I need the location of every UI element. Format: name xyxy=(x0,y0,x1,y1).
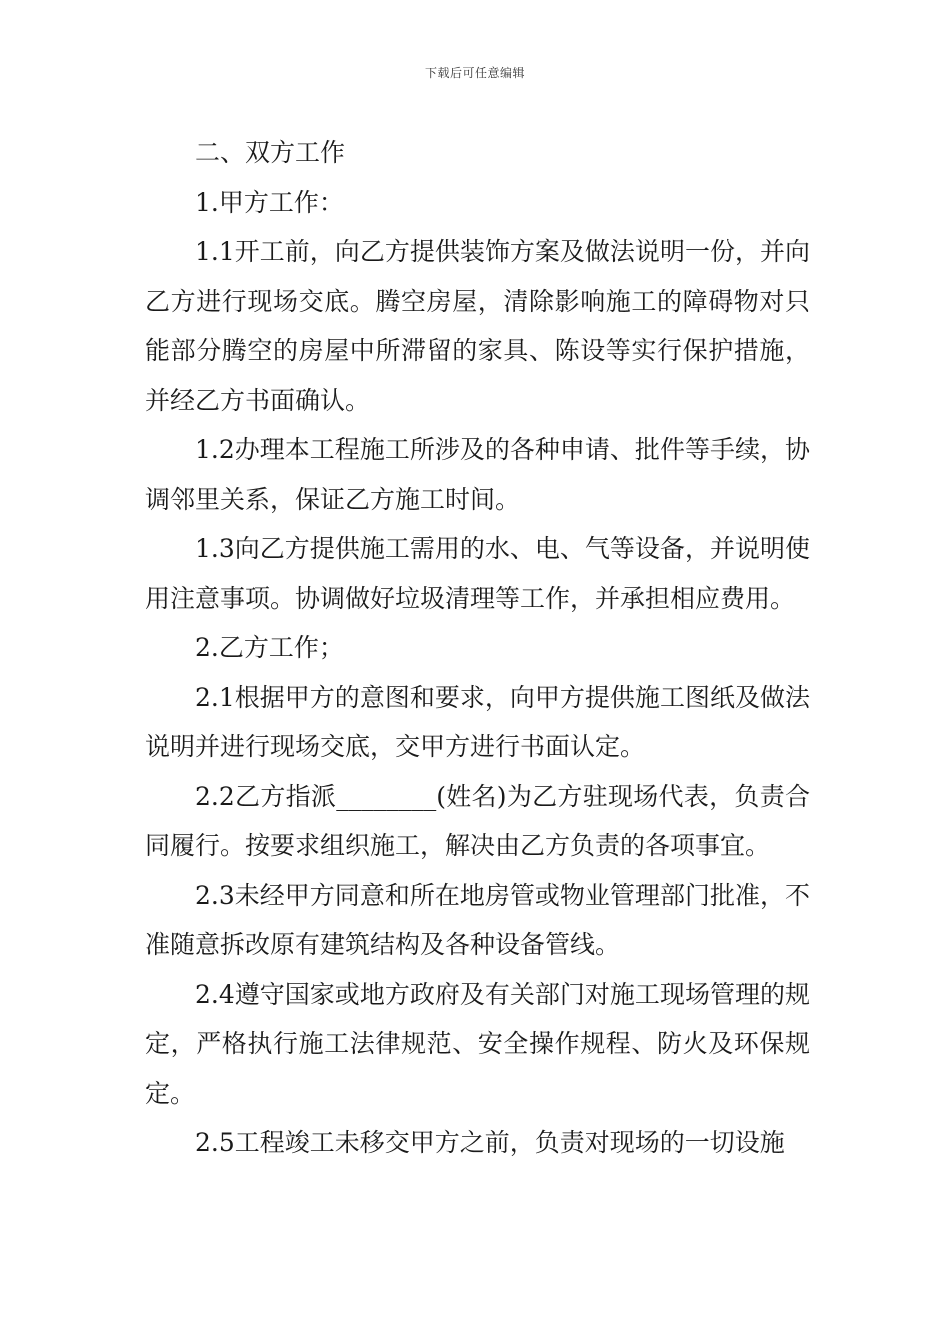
clause-2-1: 2.1根据甲方的意图和要求，向甲方提供施工图纸及做法说明并进行现场交底，交甲方进行书面认定。 xyxy=(145,682,810,761)
subsection-heading-party-b: 2.乙方工作； xyxy=(195,633,344,662)
clause-2-4: 2.4遵守国家或地方政府及有关部门对施工现场管理的规定，严格执行施工法律规范、安全操作规程、防火及环保规定。 xyxy=(145,979,810,1108)
section-heading: 二、双方工作 xyxy=(195,138,346,167)
clause-2-3: 2.3未经甲方同意和所在地房管或物业管理部门批准，不准随意拆改原有建筑结构及各种设备管线。 xyxy=(145,880,810,959)
clause-1-2: 1.2办理本工程施工所涉及的各种申请、批件等手续，协调邻里关系，保证乙方施工时间。 xyxy=(145,435,810,514)
subsection-heading-party-a: 1.甲方工作： xyxy=(195,187,344,217)
clause-1-1: 1.1开工前，向乙方提供装饰方案及做法说明一份，并向乙方进行现场交底。腾空房屋，清除影响施工的障碍物对只能部分腾空的房屋中所滞留的家具、陈设等实行保护措施，并经乙方书面确认。 xyxy=(145,237,810,415)
clause-1-3: 1.3向乙方提供施工需用的水、电、气等设备，并说明使用注意事项。协调做好垃圾清理等工作，并承担相应费用。 xyxy=(145,534,810,613)
clause-2-2: 2.2乙方指派________(姓名)为乙方驻现场代表，负责合同履行。按要求组织施工，解决由乙方负责的各项事宜。 xyxy=(145,781,810,860)
page-header: 下载后可任意编辑 xyxy=(424,66,525,80)
clause-2-5: 2.5工程竣工未移交甲方之前，负责对现场的一切设施 xyxy=(195,1128,785,1157)
document-body xyxy=(145,128,810,1168)
